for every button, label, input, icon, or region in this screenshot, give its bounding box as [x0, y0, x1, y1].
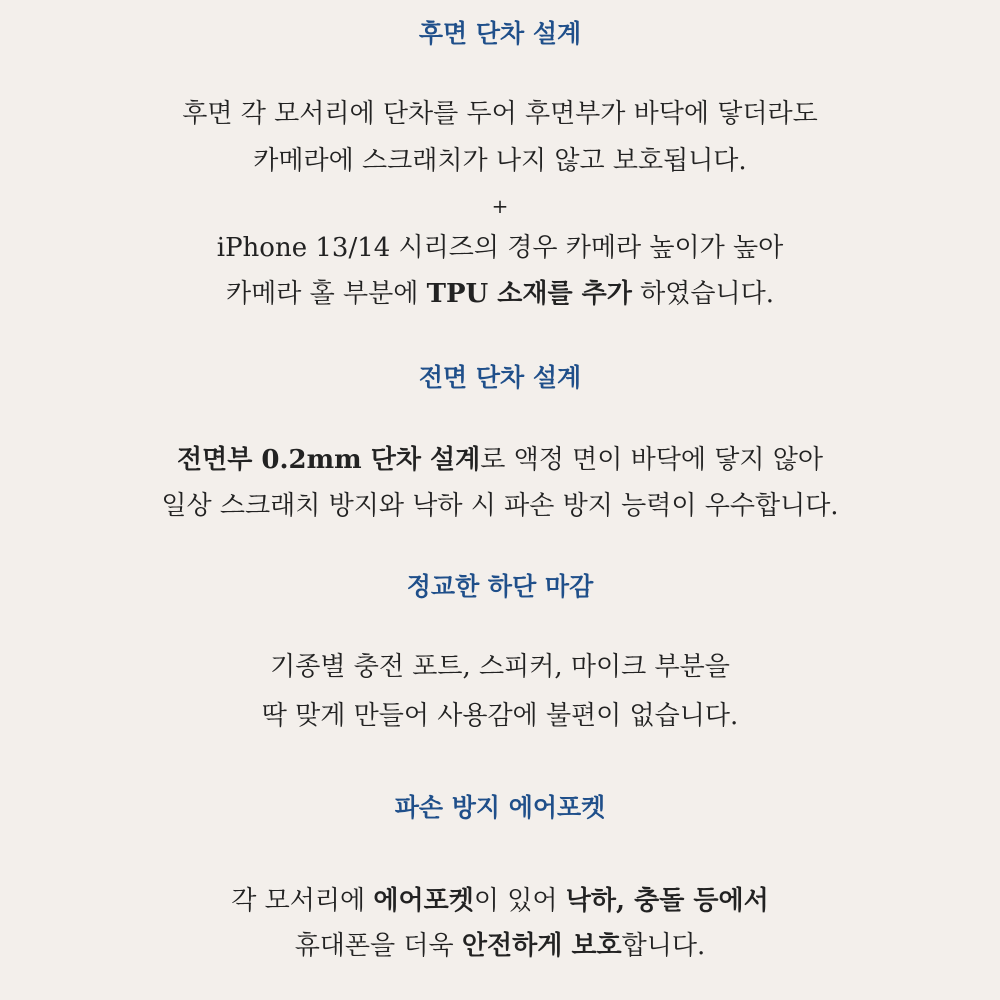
text-segment: 후면 각 모서리에 단차를 두어 후면부가 바닥에 닿더라도: [182, 99, 818, 129]
text-segment-bold: 전면부 0.2mm 단차 설계: [177, 445, 481, 475]
text-segment: 휴대폰을 더욱: [294, 931, 462, 961]
section-heading-rear-step: 후면 단차 설계: [418, 19, 582, 48]
rear-step-line-2: [0, 143, 1000, 179]
bottom-finish-line-1: [0, 649, 1000, 685]
text-segment: 일상 스크래치 방지와 낙하 시 파손 방지 능력이 우수합니다.: [161, 491, 839, 521]
plus-separator: [0, 188, 1000, 224]
text-segment: 딱 맞게 만들어 사용감에 불편이 없습니다.: [261, 701, 739, 731]
text-segment: 각 모서리에: [231, 886, 374, 916]
air-pocket-line-2: [0, 928, 1000, 964]
text-segment-bold: TPU 소재를 추가: [426, 279, 632, 309]
text-segment: 카메라 홀 부분에: [226, 279, 427, 309]
text-segment: 로 액정 면이 바닥에 닿지 않아: [480, 445, 823, 475]
front-step-line-2: [0, 488, 1000, 524]
text-segment: 이 있어: [473, 886, 566, 916]
text-segment: 카메라에 스크래치가 나지 않고 보호됩니다.: [253, 146, 747, 176]
rear-step-line-3: [0, 230, 1000, 266]
bottom-finish-line-2: [0, 698, 1000, 734]
text-segment-bold: 에어포켓: [373, 886, 474, 916]
rear-step-line-4: [0, 276, 1000, 312]
text-segment: +: [491, 194, 509, 218]
front-step-line-1: [0, 442, 1000, 478]
section-heading-air-pocket: 파손 방지 에어포켓: [394, 793, 606, 822]
section-heading-bottom-finish: 정교한 하단 마감: [406, 572, 594, 601]
section-heading-front-step: 전면 단차 설계: [418, 363, 582, 392]
text-segment: 합니다.: [621, 931, 706, 961]
text-segment-bold: 안전하게 보호: [461, 931, 622, 961]
text-segment: 기종별 충전 포트, 스피커, 마이크 부분을: [270, 652, 730, 682]
air-pocket-line-1: [0, 883, 1000, 919]
text-segment: 하였습니다.: [631, 279, 774, 309]
text-segment: iPhone 13/14 시리즈의 경우 카메라 높이가 높아: [216, 233, 784, 263]
rear-step-line-1: [0, 96, 1000, 132]
text-segment-bold: 낙하, 충돌 등에서: [565, 886, 769, 916]
